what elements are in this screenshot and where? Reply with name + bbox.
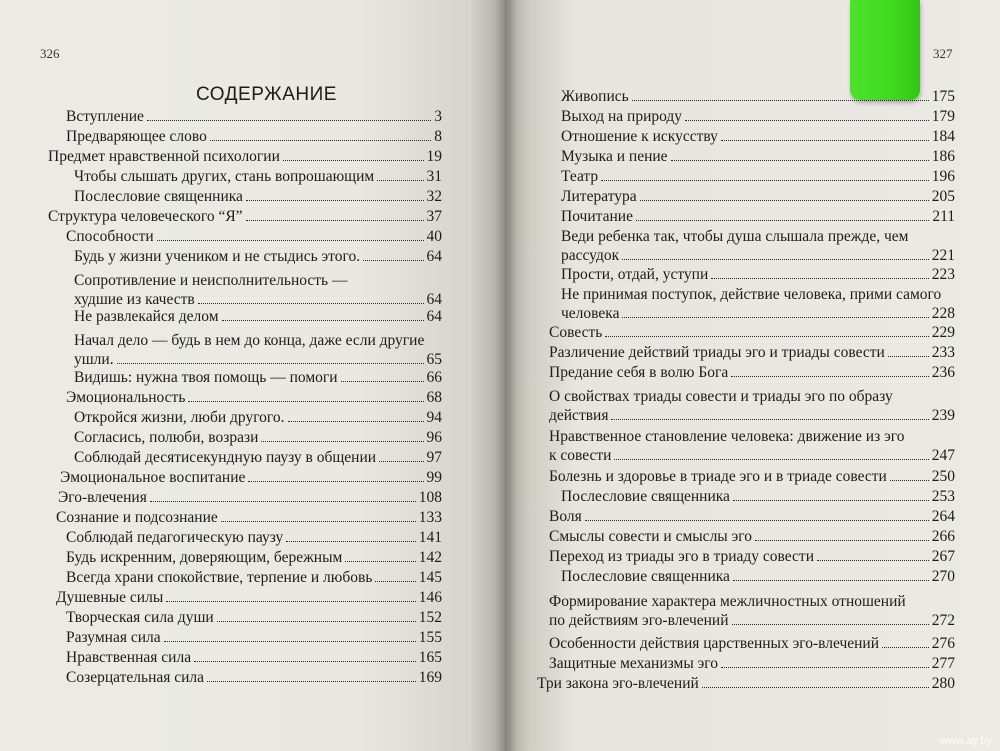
toc-entry-page: 277 [931,655,955,672]
toc-entry [561,187,955,206]
dot-leader [702,687,929,688]
dot-leader [377,180,423,181]
toc-entry-title-line1: Начал дело — будь в нем до конца, даже если другие [74,332,425,349]
dot-leader [888,356,929,357]
toc-entry-page: 96 [426,429,442,446]
dot-leader [731,376,929,377]
toc-title: СОДЕРЖАНИЕ [196,84,337,105]
toc-entry-page: 179 [931,108,955,125]
toc-entry-title: Выход на природу [561,108,683,125]
toc-entry-page: 68 [426,389,442,406]
toc-entry-page: 239 [931,407,955,424]
dot-leader [711,278,929,279]
toc-entry-page: 236 [931,364,955,381]
dot-leader [166,601,416,602]
toc-entry-page: 94 [426,409,442,426]
dot-leader [261,441,423,442]
dot-leader [685,120,929,121]
toc-entry-page: 97 [426,449,442,466]
toc-entry [74,408,442,427]
toc-entry [66,608,442,627]
toc-entry-page: 250 [931,468,955,485]
toc-entry [74,307,442,326]
toc-entry-title: Разумная сила [66,629,161,646]
toc-entry [60,468,442,487]
toc-entry-title-line1: О свойствах триады совести и триады эго по образу [549,388,893,405]
dot-leader [222,320,424,321]
toc-entry [66,227,442,246]
toc-entry [561,227,955,265]
toc-entry-title: Нравственная сила [66,649,192,666]
toc-entry-title: Соблюдай педагогическую паузу [66,529,284,546]
toc-entry [549,507,955,526]
toc-entry [561,127,955,146]
toc-entry-page: 64 [426,248,442,265]
toc-entry-page: 8 [434,128,442,145]
dot-leader [345,561,415,562]
right-page-number: 327 [933,46,953,61]
toc-entry-page: 155 [418,629,442,646]
dot-leader [614,459,928,460]
dot-leader [286,541,415,542]
toc-entry [549,654,955,673]
left-page-number: 326 [40,46,60,61]
dot-leader [585,520,929,521]
toc-entry-title: Соблюдай десятисекундную паузу в общении [74,449,377,466]
toc-entry [561,207,955,226]
toc-entry-page: 169 [418,669,442,686]
toc-entry-page: 19 [426,148,442,165]
toc-entry [549,343,955,362]
dot-leader [246,220,424,221]
toc-entry-page: 221 [931,247,955,264]
toc-entry-title: Не развлекайся делом [74,308,219,325]
toc-entry-page: 64 [426,308,442,325]
toc-entry-page: 66 [426,369,442,386]
toc-entry-title: Переход из триады эго в триаду совести [549,548,814,565]
toc-entry [549,427,955,465]
toc-entry [74,368,442,387]
toc-entry [74,167,442,186]
dot-leader [117,363,424,364]
toc-entry [561,285,955,323]
toc-entry [537,674,955,693]
toc-entry-title: Театр [561,168,599,185]
dot-leader [379,461,423,462]
toc-entry-page: 142 [418,549,442,566]
dot-leader [755,540,929,541]
toc-entry-page: 266 [931,528,955,545]
toc-entry-page: 99 [426,469,442,486]
toc-entry-title: худшие из качеств [74,291,195,308]
toc-entry-title: Эмоциональность [66,389,186,406]
toc-entry-title: Структура человеческого “Я” [48,208,243,225]
toc-entry [549,547,955,566]
dot-leader [890,480,929,481]
toc-entry-title: Будь искренним, доверяющим, бережным [66,549,343,566]
toc-entry-title-line1: Нравственное становление человека: движение из эго [549,428,905,445]
dot-leader [721,667,929,668]
toc-entry-title: Отношение к искусству [561,128,718,145]
toc-entry-title: Живопись [561,88,629,105]
dot-leader [733,500,929,501]
dot-leader [671,160,929,161]
toc-entry-title: Согласись, полюби, возрази [74,429,259,446]
toc-entry-title: Воля [549,508,582,525]
toc-entry-title: Сознание и подсознание [56,509,218,526]
dot-leader [632,100,929,101]
toc-entry-title: Послесловие священника [561,488,730,505]
toc-entry-page: 64 [426,291,442,308]
dot-leader [188,401,423,402]
toc-entry-title: действия [549,407,609,424]
toc-entry-title-line1: Сопротивление и неисполнительность — [74,272,348,289]
right-page [505,0,1000,751]
toc-entry-title: Почитание [561,208,633,225]
toc-entry-title: Литература [561,188,637,205]
watermark: www.ay.by [940,735,992,747]
green-bookmark [850,0,920,100]
dot-leader [246,200,424,201]
toc-entry-title: Созерцательная сила [66,669,205,686]
toc-entry-title: Предание себя в волю Бога [549,364,729,381]
toc-entry [66,668,442,687]
toc-entry-title: Болезнь и здоровье в триаде эго и в триаде совести [549,468,887,485]
toc-entry-title: Видишь: нужна твоя помощь — помоги [74,369,338,386]
toc-entry-title: Вступление [66,108,144,125]
toc-entry-title: Всегда храни спокойствие, терпение и любовь [66,569,373,586]
toc-entry [66,628,442,647]
dot-leader [248,481,423,482]
dot-leader [210,140,431,141]
dot-leader [147,120,431,121]
toc-entry-title: Способности [66,228,154,245]
toc-entry-page: 108 [418,489,442,506]
toc-entry-title: по действиям эго-влечений [549,612,729,629]
toc-entry-title: Будь у жизни учеником и не стыдись этого. [74,248,361,265]
toc-entry-title: Послесловие священника [74,188,243,205]
dot-leader [733,580,929,581]
toc-entry [74,187,442,206]
toc-entry-title: Эмоциональное воспитание [60,469,246,486]
toc-entry-title: Послесловие священника [561,568,730,585]
toc-entry [74,448,442,467]
toc-entry [66,548,442,567]
toc-entry-page: 32 [426,188,442,205]
toc-entry [74,271,442,309]
toc-entry [549,467,955,486]
toc-entry [561,147,955,166]
toc-entry [58,488,442,507]
toc-entry [48,147,442,166]
toc-entry [66,127,442,146]
toc-entry [66,388,442,407]
dot-leader [164,641,416,642]
toc-entry-title: к совести [549,447,612,464]
toc-entry-title: Чтобы слышать других, стань вопрошающим [74,168,375,185]
toc-entry-page: 233 [931,344,955,361]
dot-leader [341,381,424,382]
toc-entry-page: 152 [418,609,442,626]
toc-entry-title-line1: Формирование характера межличностных отношений [549,593,906,610]
toc-entry-title: Прости, отдай, уступи [561,266,709,283]
toc-entry [74,331,442,369]
toc-entry-title: человека [561,305,620,322]
toc-entry-title: Душевные силы [56,589,164,606]
toc-entry-title: Смыслы совести и смыслы эго [549,528,752,545]
toc-entry-title: Творческая сила души [66,609,214,626]
toc-entry-page: 211 [932,208,955,225]
toc-entry [549,387,955,425]
toc-entry [561,167,955,186]
dot-leader [150,501,416,502]
toc-entry-page: 65 [426,351,442,368]
toc-entry-page: 175 [931,88,955,105]
dot-leader [882,647,929,648]
toc-entry-title: Три закона эго-влечений [537,675,699,692]
toc-entry-title-line1: Веди ребенка так, чтобы душа слышала прежде, чем [561,228,909,245]
toc-entry-title: Особенности действия царственных эго-влечений [549,635,880,652]
toc-entry-page: 186 [931,148,955,165]
dot-leader [605,336,928,337]
toc-entry-page: 165 [418,649,442,666]
toc-entry-page: 31 [426,168,442,185]
dot-leader [622,317,928,318]
toc-entry-page: 37 [426,208,442,225]
dot-leader [221,521,416,522]
toc-entry-page: 223 [931,266,955,283]
toc-entry-page: 229 [931,324,955,341]
dot-leader [194,661,416,662]
dot-leader [198,303,424,304]
dot-leader [283,160,424,161]
toc-entry-title: Музыка и пение [561,148,668,165]
toc-entry-title: Различение действий триады эго и триады совести [549,344,885,361]
toc-entry-page: 196 [931,168,955,185]
toc-entry-title: Защитные механизмы эго [549,655,718,672]
toc-entry [549,527,955,546]
toc-entry-title: рассудок [561,247,620,264]
toc-entry-page: 253 [931,488,955,505]
dot-leader [157,240,424,241]
toc-entry-page: 272 [931,612,955,629]
toc-entry-page: 184 [931,128,955,145]
toc-entry [56,508,442,527]
toc-entry [66,648,442,667]
toc-entry-title: Предмет нравственной психологии [48,148,280,165]
toc-entry-page: 228 [931,305,955,322]
toc-entry [561,265,955,284]
toc-entry [549,363,955,382]
dot-leader [375,581,415,582]
dot-leader [207,681,416,682]
toc-entry [66,107,442,126]
dot-leader [636,220,929,221]
toc-entry [56,588,442,607]
toc-entry-title: Совесть [549,324,603,341]
toc-entry-page: 133 [418,509,442,526]
dot-leader [721,140,929,141]
right-toc-list [505,0,1000,751]
toc-entry-page: 270 [931,568,955,585]
toc-entry [561,487,955,506]
toc-entry-title: Эго-влечения [58,489,147,506]
toc-entry [66,568,442,587]
toc-entry-page: 267 [931,548,955,565]
toc-entry-title-line1: Не принимая поступок, действие человека, прими самого [561,286,942,303]
dot-leader [601,180,929,181]
toc-entry-page: 280 [931,675,955,692]
toc-entry [549,323,955,342]
toc-entry-page: 264 [931,508,955,525]
toc-entry-page: 3 [434,108,442,125]
toc-entry-title: Предваряющее слово [66,128,207,145]
toc-entry [549,634,955,653]
toc-entry [48,207,442,226]
dot-leader [622,259,929,260]
toc-entry [74,247,442,266]
dot-leader [288,421,424,422]
toc-entry-title: ушли. [74,351,114,368]
toc-entry-page: 247 [931,447,955,464]
toc-entry-page: 276 [931,635,955,652]
toc-entry-page: 40 [426,228,442,245]
toc-entry-page: 141 [418,529,442,546]
toc-entry-title: Откройся жизни, люби другого. [74,409,285,426]
dot-leader [611,419,928,420]
dot-leader [363,260,423,261]
toc-entry [66,528,442,547]
dot-leader [732,624,929,625]
toc-entry-page: 205 [931,188,955,205]
toc-entry [561,107,955,126]
dot-leader [817,560,929,561]
dot-leader [640,200,929,201]
book-gutter-shadow [495,0,517,751]
toc-entry [561,567,955,586]
toc-entry-page: 146 [418,589,442,606]
toc-entry-page: 145 [418,569,442,586]
toc-entry [549,592,955,630]
dot-leader [217,621,416,622]
toc-entry [74,428,442,447]
